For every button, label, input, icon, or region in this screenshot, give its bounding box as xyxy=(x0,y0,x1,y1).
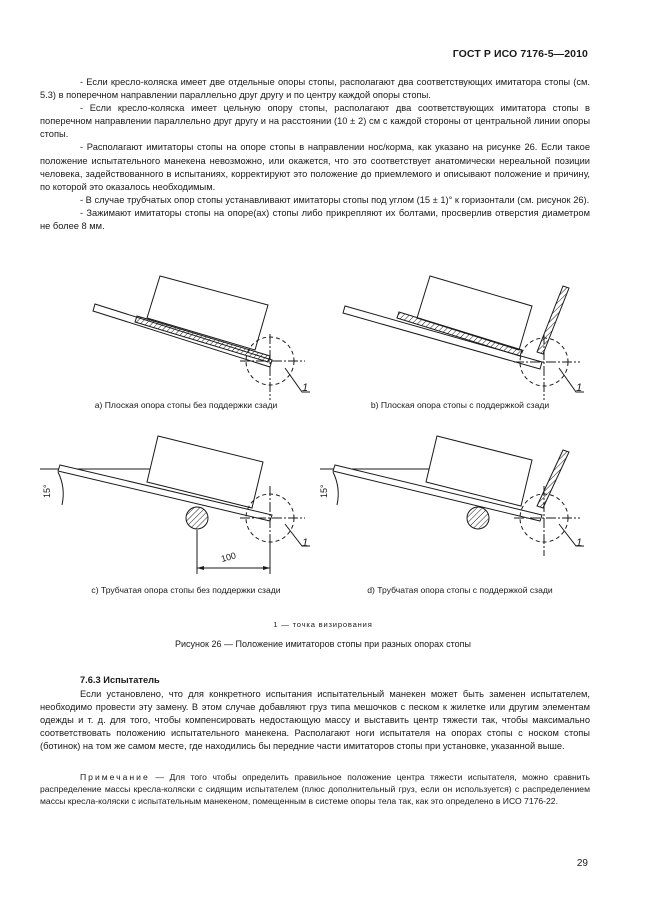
back-support xyxy=(537,286,569,354)
caption-d: d) Трубчатая опора стопы с поддержкой сзади xyxy=(367,585,553,595)
section-heading: 7.6.3 Испытатель xyxy=(80,675,160,685)
angle-label: 15° xyxy=(319,484,329,498)
tube xyxy=(467,507,489,529)
diagram-a-flat-no-back xyxy=(93,276,310,400)
paragraph: - Если кресло-коляска имеет две отдельные опоры стопы, располагают два соответствующих имитатора стопы (см. 5.3) в поперечном направлении параллельно друг другу и по центру каждой опоры стопы. xyxy=(40,77,590,101)
diagram-d-tubular-with-back xyxy=(319,436,584,556)
paragraph: - Располагают имитаторы стопы на опоре стопы в направлении нос/корма, как указано на рисунке 26. Если такое положение испытательного манекена невозможно, или окажется, что это соответствует анатомически нереальной позиции человека, задействованного в испытаниях, корректируют это положение до приемлемого и описывают положение и причину, по которой это оказалось необходимым. xyxy=(40,142,590,192)
note-label: Примечание xyxy=(80,772,150,782)
tube xyxy=(186,507,208,529)
caption-c: c) Трубчатая опора стопы без поддержки сзади xyxy=(91,585,281,595)
note xyxy=(40,771,590,807)
page-number: 29 xyxy=(576,858,588,869)
foot-block xyxy=(147,436,263,508)
note-text: — Для того чтобы определить правильное положение центра тяжести испытателя, можно сравнить распределение массы кресла-коляски с сидящим испытателем (плюс дополнительный груз, если он используется) с распределением массы кресла-коляски с испытательным манекеном, помещенным в системе опоры тела так, как это определено в ИСО 7176-22. xyxy=(40,772,590,806)
figure-legend: 1 — точка визирования xyxy=(273,620,373,629)
diagram-b-flat-with-back xyxy=(343,276,584,400)
document-header: ГОСТ Р ИСО 7176-5—2010 xyxy=(452,48,588,60)
back-support xyxy=(537,450,569,508)
paragraph: - Если кресло-коляска имеет цельную опору стопы, располагают два соответствующих имитатора стопы в поперечном направлении параллельно друг другу и на расстоянии (10 ± 2) см с каждой стороны от центральной линии опоры стопы. xyxy=(40,103,590,140)
dimension-label: 100 xyxy=(219,550,238,564)
callout-1: 1 xyxy=(302,537,309,549)
callout-1: 1 xyxy=(302,382,309,394)
paragraph: - Зажимают имитаторы стопы на опоре(ах) стопы либо прикрепляют их болтами, просверлив отверстия диаметром не более 8 мм. xyxy=(40,207,590,232)
caption-b: b) Плоская опора стопы с поддержкой сзади xyxy=(370,400,550,410)
caption-a: a) Плоская опора стопы без поддержки сзади xyxy=(94,400,278,410)
paragraph: Если установлено, что для конкретного испытания испытательный манекен может быть заменен испытателем, необходимо провести эту замену. В этом случае добавляют груз типа мешочков с песком к жилетке или другим элементам одежды и т. д. для того, чтобы компенсировать недостающую массу и выставить центр тяжести так, чтобы максимально соответствовать положению испытательного манекена. Располагают ноги испытателя на опорах стопы с носком стопы (ботинок) на том же самом месте, где находились бы передние части имитаторов стопы при установке, указанной выше. xyxy=(40,689,590,752)
callout-1: 1 xyxy=(576,537,583,549)
diagram-c-tubular-no-back xyxy=(40,436,310,574)
angle-arc xyxy=(58,472,63,505)
paragraph: - В случае трубчатых опор стопы устанавливают имитаторы стопы под углом (15 ± 1)° к горизонтали (см. рисунок 26). xyxy=(80,194,590,205)
angle-arc xyxy=(333,472,338,505)
section-body xyxy=(40,688,590,753)
figure-title: Рисунок 26 — Положение имитаторов стопы при разных опорах стопы xyxy=(175,639,471,649)
callout-1: 1 xyxy=(576,382,583,394)
angle-label: 15° xyxy=(42,484,52,498)
